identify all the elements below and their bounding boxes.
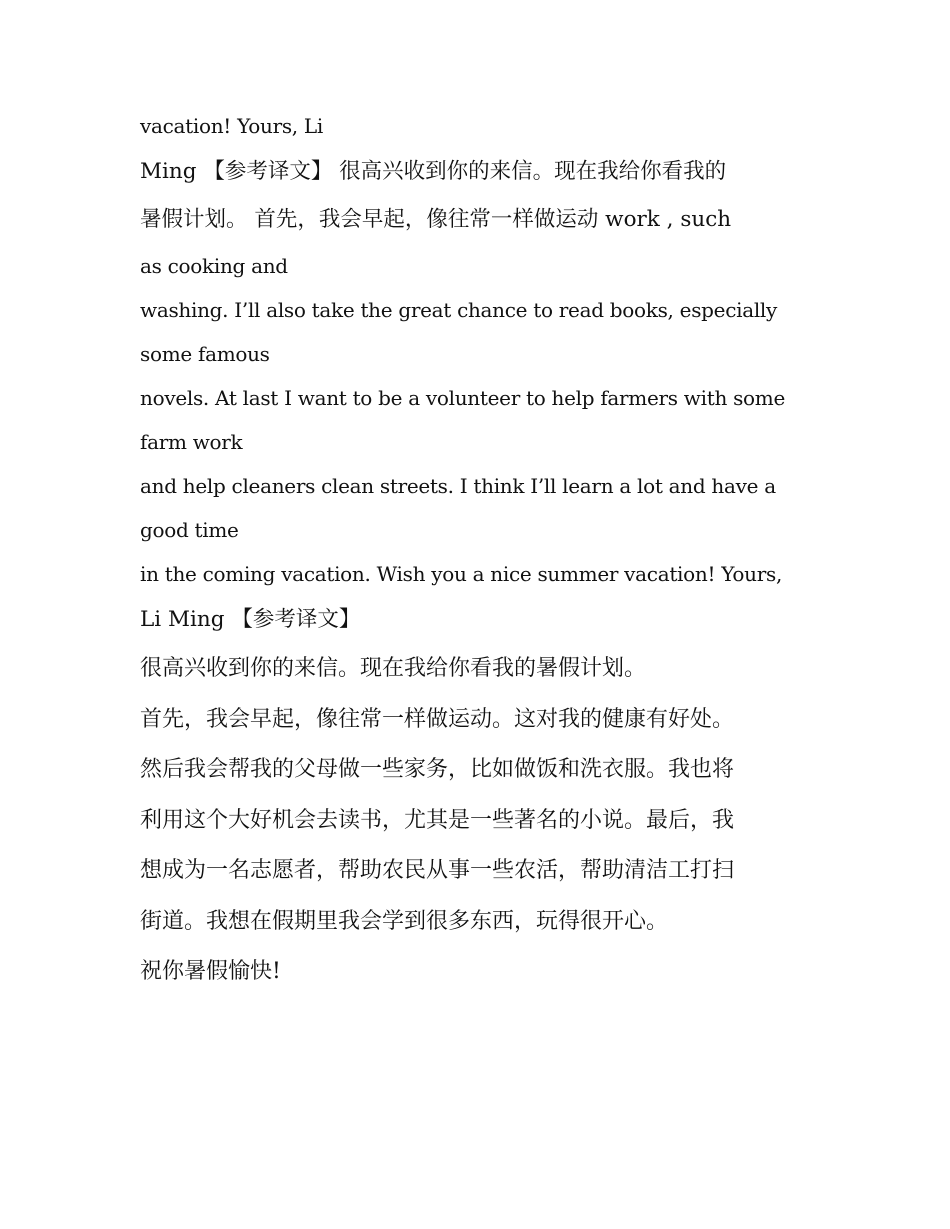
text-line: 首先，我会早起，像往常一样做运动。这对我的健康有好处。 xyxy=(140,706,735,732)
text-line: 利用这个大好机会去读书，尤其是一些著名的小说。最后，我 xyxy=(140,807,735,833)
text-line: 很高兴收到你的来信。现在我给你看我的暑假计划。 xyxy=(140,656,647,681)
text-line: some famous xyxy=(140,342,270,366)
text-line: 然后我会帮我的父母做一些家务，比如做饭和洗衣服。我也将 xyxy=(140,757,735,782)
text-line: in the coming vacation. Wish you a nice summer vacation! Yours, xyxy=(140,562,783,586)
text-line: 暑假计划。 首先，我会早起，像往常一样做运动 work , such xyxy=(140,207,732,232)
text-line: Li Ming 【参考译文】 xyxy=(140,607,361,632)
text-line: 想成为一名志愿者，帮助农民从事一些农活，帮助清洁工打扫 xyxy=(140,858,735,883)
text-line: 街道。我想在假期里我会学到很多东西，玩得很开心。 xyxy=(140,908,669,934)
text-line: as cooking and xyxy=(140,254,288,278)
text-line: farm work xyxy=(140,430,243,454)
document-body xyxy=(140,104,815,998)
text-line: vacation! Yours, Li xyxy=(140,114,324,138)
text-line: good time xyxy=(140,518,239,542)
text-line: and help cleaners clean streets. I think I’ll learn a lot and have a xyxy=(140,474,776,498)
text-line: washing. I’ll also take the great chance to read books, especially xyxy=(140,298,778,322)
text-line: Ming 【参考译文】 很高兴收到你的来信。现在我给你看我的 xyxy=(140,159,727,184)
text-line: 祝你暑假愉快! xyxy=(140,959,281,984)
text-line: novels. At last I want to be a volunteer to help farmers with some xyxy=(140,386,785,410)
